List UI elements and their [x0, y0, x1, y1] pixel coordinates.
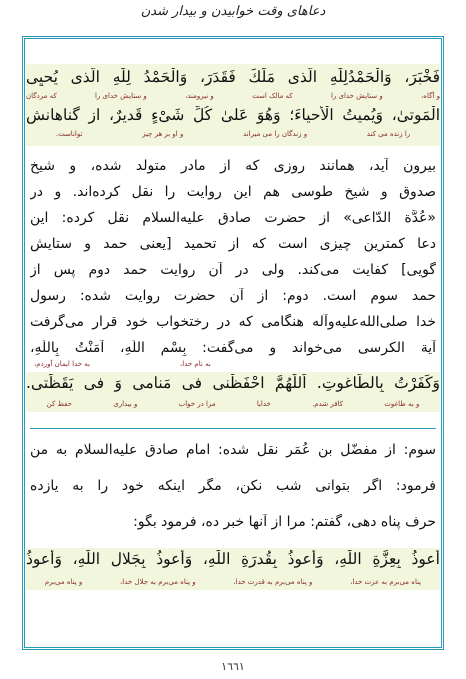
prose-line: «عُدَّة الدّاعی» از حضرت صادق علیه‌السلام نقل کرده: این [30, 210, 436, 226]
arabic-block-2 [26, 372, 440, 412]
arabic-line: الْمَوتىٰ، وَیُمیتُ الْأَحیاءَ؛ وَهُوَ عَلىٰ كُلِّ شَیْءٍ قَدیرٌ، از گناهانش [26, 106, 440, 124]
translation-line [26, 578, 440, 586]
translation-word: و او بر هر چیز [142, 130, 184, 138]
arabic-line: وَكَفَرْتُ بِالطّاغوتِ. اَللّٰهُمَّ احْفَظْنی فی مَنامی وَ فی یَقَظَتی. [26, 374, 440, 392]
translation-word: پناه می‌برم به عزت خدا، [350, 578, 422, 586]
prose-line: فرمود: اگر بتوانی شب نکن، مگر اینکه خود را به یازده [30, 478, 436, 494]
prose-line: خدا صلی‌الله‌علیه‌وآله هنگامی که در رختخواب خود قرار می‌گرفت [30, 314, 436, 330]
translation-word: و آگاه، [421, 92, 440, 100]
arabic-block-3 [26, 548, 440, 590]
prose-line: آیة الکرسی می‌خواند و می‌گفت: بِسْمِ اللّٰهِ، آمَنْتُ بِاللّٰهِ، [30, 340, 436, 356]
prose-line: صدوق و شیخ طوسی هم این روایت را نقل کرده‌اند. و در [30, 184, 436, 200]
translation-word: حفظ کن [46, 400, 73, 408]
arabic-line: فَخْبَرَ، وَالْحَمْدُلِلّٰهِ الَّذی مَلَكَ فَقَدَرَ، وَالْحَمْدُ لِلّٰهِ الَّذی یُحیِی [26, 68, 440, 86]
page-header: دعاهای وقت خوابیدن و بیدار شدن [140, 4, 326, 19]
translation-word: به نام خدا، [180, 360, 211, 368]
translation-word: خدایا [256, 400, 271, 408]
translation-word: تواناست. [55, 130, 83, 138]
translation-word: که مردگان [26, 92, 57, 100]
arabic-block-1 [26, 64, 440, 146]
translation-word: که مالک است [252, 92, 293, 100]
translation-word: و ستایش خدای را [94, 92, 147, 100]
translation-word: و پناه می‌برم به جلال خدا، [120, 578, 196, 586]
arabic-line: أَعوذُ بِعِزَّةِ اللّٰهِ، وَأَعوذُ بِقُدرَةِ اللّٰهِ، وَأَعوذُ بِجَلالِ اللّٰهِ، وَأَعوذُ [26, 550, 440, 568]
section-divider [30, 428, 436, 429]
page-number: ١٦٦١ [221, 660, 245, 673]
prose-line: دعا کمترین چیزی است که از تحمید [یعنی حمد و ستایش [30, 236, 436, 252]
translation-line [26, 92, 440, 100]
translation-word: مرا در خواب [178, 400, 216, 408]
translation-word: به خدا ایمان آوردم، [34, 360, 90, 368]
translation-word: و بیداری [113, 400, 138, 408]
translation-word: و به طاغوت [384, 400, 420, 408]
prose-line: سوم: از مفضّل بن عُمَر نقل شده: امام صادق علیه‌السلام به من [30, 442, 436, 458]
translation-word: و زندگان را می میراند [243, 130, 308, 138]
translation-word: و ستایش خدای را [330, 92, 383, 100]
translation-line [26, 400, 440, 408]
translation-line [26, 130, 440, 138]
prose-line: گویی] کفایت می‌کند. ولی در آن روایت حمد دوم پس از [30, 262, 436, 278]
prose-line: حرف پناه دهی، گفتم: مرا از آنها خبر ده، فرمود بگو: [133, 514, 436, 530]
translation-word: را زنده می کند [366, 130, 411, 138]
prose-line: بیرون آید، همانند روزی که از مادر متولد شده، و شیخ [30, 158, 436, 174]
translation-word: و پناه می‌برم به قدرت خدا، [233, 578, 313, 586]
prose-line: حمد سوم است. دوم: از آن حضرت روایت شده: رسول [30, 288, 436, 304]
translation-word: و پناه می‌برم [44, 578, 83, 586]
translation-word: کافر شدم. [312, 400, 344, 408]
translation-word: و نیرومند، [185, 92, 214, 100]
